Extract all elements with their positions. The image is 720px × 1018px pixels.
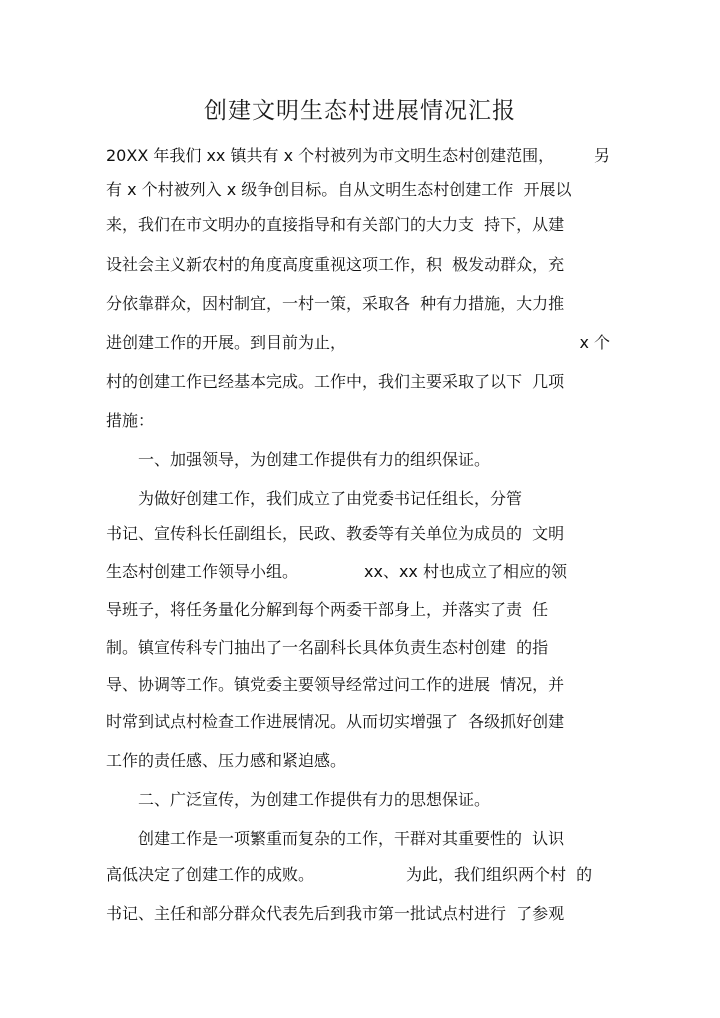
text-line bbox=[106, 903, 610, 925]
text-line bbox=[106, 214, 610, 236]
text-line bbox=[106, 449, 610, 471]
text-line bbox=[106, 864, 610, 886]
text-segment: 生态村创建工作领导小组。 bbox=[106, 562, 299, 581]
text-line bbox=[106, 371, 610, 393]
text-segment: 书记、主任和部分群众代表先后到我市第一批试点村进行 了参观 bbox=[106, 904, 565, 923]
text-segment: 来，我们在市文明办的直接指导和有关部门的大力支 持下，从建 bbox=[106, 215, 565, 234]
text-line bbox=[106, 789, 610, 811]
text-line bbox=[106, 179, 610, 201]
text-segment: 进创建工作的开展。到目前为止， bbox=[106, 333, 347, 352]
text-segment: 创建工作是一项繁重而复杂的工作，干群对其重要性的 认识 bbox=[106, 829, 565, 848]
text-line bbox=[106, 674, 610, 696]
text-segment: 分依靠群众，因村制宜，一村一策，采取各 种有力措施，大力推 bbox=[106, 294, 565, 313]
text-line bbox=[106, 828, 610, 850]
text-segment: 制。镇宣传科专门抽出了一名副科长具体负责生态村创建 的指 bbox=[106, 638, 549, 657]
text-segment: 时常到试点村检查工作进展情况。从而切实增强了 各级抓好创建 bbox=[106, 712, 565, 731]
text-segment: 为做好创建工作，我们成立了由党委书记任组长，分管 bbox=[106, 489, 523, 508]
text-line bbox=[106, 332, 610, 354]
text-segment: 导、协调等工作。镇党委主要领导经常过问工作的进展 情况，并 bbox=[106, 675, 565, 694]
text-line bbox=[106, 145, 610, 167]
text-segment: 高低决定了创建工作的成败。 bbox=[106, 865, 315, 884]
text-segment: 另 bbox=[593, 146, 610, 165]
text-line bbox=[106, 711, 610, 733]
text-line bbox=[106, 523, 610, 545]
text-segment: 设社会主义新农村的角度高度重视这项工作，积 极发动群众，充 bbox=[106, 255, 565, 274]
text-line bbox=[106, 293, 610, 315]
text-line bbox=[106, 637, 610, 659]
text-segment: 书记、宣传科长任副组长，民政、教委等有关单位为成员的 文明 bbox=[106, 524, 565, 543]
text-line bbox=[106, 488, 610, 510]
text-segment: x 个 bbox=[579, 333, 610, 352]
text-segment: 20XX 年我们 xx 镇共有 x 个村被列为市文明生态村创建范围， bbox=[106, 146, 555, 165]
text-segment: 导班子，将任务量化分解到每个两委干部身上，并落实了责 任 bbox=[106, 600, 549, 619]
text-segment: xx、xx 村也成立了相应的领 bbox=[364, 562, 567, 581]
text-line bbox=[106, 599, 610, 621]
text-segment: 为此，我们组织两个村 的 bbox=[406, 865, 593, 884]
text-line bbox=[106, 254, 610, 276]
text-line bbox=[106, 410, 610, 432]
text-segment: 一、加强领导，为创建工作提供有力的组织保证。 bbox=[106, 450, 491, 469]
text-segment: 措施： bbox=[106, 411, 155, 430]
text-segment: 二、广泛宣传，为创建工作提供有力的思想保证。 bbox=[106, 790, 491, 809]
text-segment: 村的创建工作已经基本完成。工作中，我们主要采取了以下 几项 bbox=[106, 372, 565, 391]
document-title: 创建文明生态村进展情况汇报 bbox=[204, 98, 516, 124]
text-line bbox=[106, 750, 610, 772]
text-line bbox=[106, 561, 610, 583]
text-segment: 有 x 个村被列入 x 级争创目标。自从文明生态村创建工作 开展以 bbox=[106, 180, 572, 199]
text-segment: 工作的责任感、压力感和紧迫感。 bbox=[106, 751, 347, 770]
